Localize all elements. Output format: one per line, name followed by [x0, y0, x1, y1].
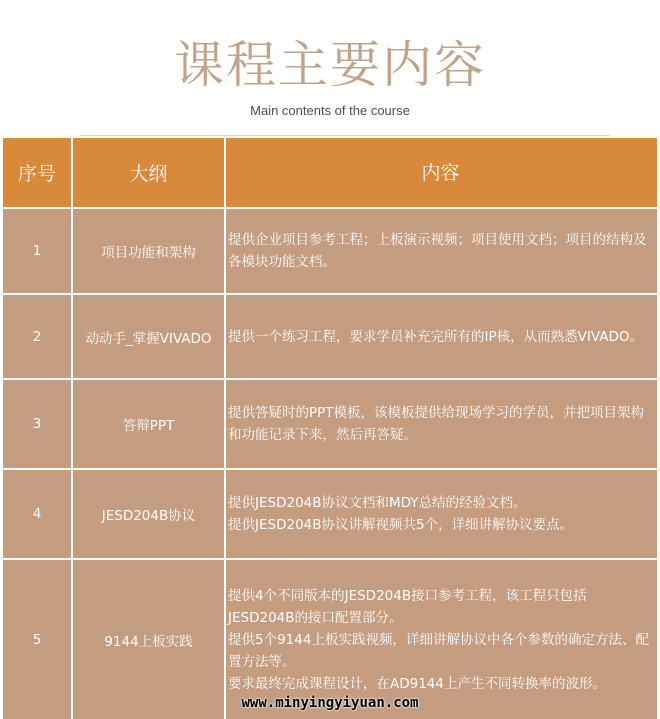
- row-outline: [73, 380, 224, 468]
- row-outline-text: 项目功能和架构: [101, 245, 196, 261]
- divider: [80, 135, 610, 136]
- row-content: [226, 209, 657, 293]
- row-content: [226, 470, 657, 558]
- table-header-row: [3, 138, 657, 207]
- row-number: 4: [3, 470, 71, 558]
- row-content-line: 提供4个不同版本的JESD204B接口参考工程，该工程只包括JESD204B的接口配置部分。: [228, 587, 587, 626]
- row-outline-text: 动动手_掌握VIVADO: [85, 330, 212, 347]
- row-content-line: 提供答疑时的PPT模板，该模板提供给现场学习的学员，并把项目架构和功能记录下来，然后再答疑。: [228, 405, 645, 443]
- header-number: 序号: [3, 138, 71, 207]
- page-title: 课程主要内容: [174, 36, 486, 94]
- row-number: 3: [3, 380, 71, 468]
- row-outline-text: 9144上板实践: [104, 633, 193, 650]
- row-outline-text: JESD204B协议: [101, 508, 196, 524]
- table-row: [3, 470, 657, 558]
- table-row: [3, 380, 657, 468]
- row-content-line: 提供JESD204B协议文档和MDY总结的经验文档。: [228, 495, 527, 511]
- row-number: 5: [3, 560, 71, 719]
- row-outline-text: 答辩PPT: [122, 418, 175, 434]
- row-content-line: 提供企业项目参考工程；上板演示视频；项目使用文档；项目的结构及各模块功能文档。: [228, 232, 647, 270]
- row-content: [226, 295, 657, 378]
- page-subtitle: Main contents of the course: [250, 103, 410, 118]
- row-number: 1: [3, 209, 71, 293]
- row-outline: [73, 295, 224, 378]
- course-content-table: [3, 138, 657, 719]
- table-row: [3, 209, 657, 293]
- row-content-line: 提供5个9144上板实践视频，详细讲解协议中各个参数的确定方法、配置方法等。: [228, 631, 649, 670]
- header-content: 内容: [226, 138, 657, 207]
- row-outline: [73, 209, 224, 293]
- row-content-line: 提供一个练习工程，要求学员补充完所有的IP核，从而熟悉VIVADO。: [228, 328, 643, 345]
- header-outline: 大纲: [73, 138, 224, 207]
- watermark-url: www.minyingyiyuan.com: [241, 695, 419, 711]
- row-content-line: 提供JESD204B协议讲解视频共5个，详细讲解协议要点。: [228, 517, 574, 533]
- row-outline: [73, 470, 224, 558]
- row-content: [226, 380, 657, 468]
- row-content-line: 要求最终完成课程设计，在AD9144上产生不同转换率的波形。: [228, 675, 606, 692]
- row-number: 2: [3, 295, 71, 378]
- table-row: [3, 295, 657, 378]
